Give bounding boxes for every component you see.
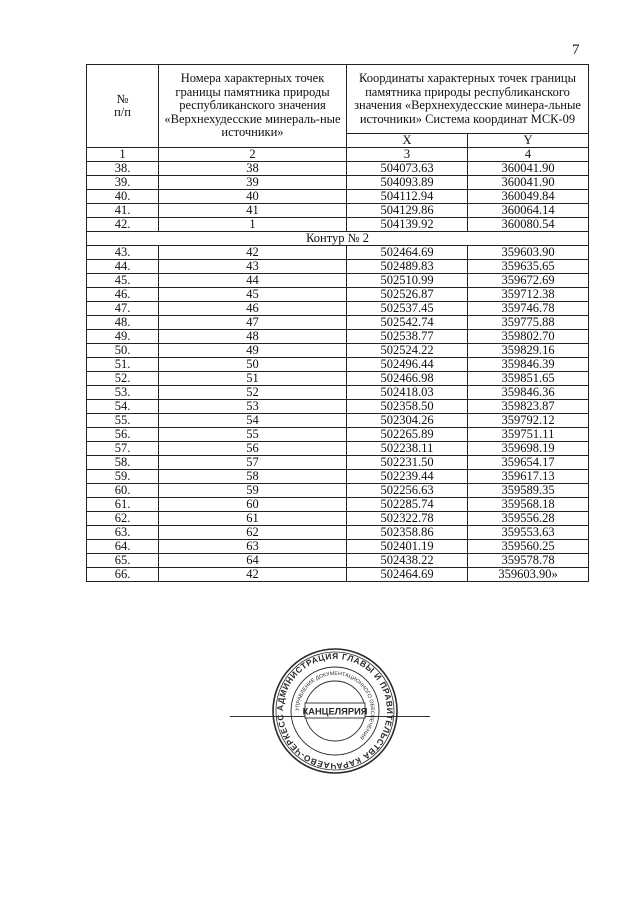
point-number-cell: 48 — [159, 330, 347, 344]
x-coordinate-cell: 502265.89 — [347, 428, 468, 442]
y-coordinate-cell: 359635.65 — [468, 260, 589, 274]
point-number-cell: 40 — [159, 190, 347, 204]
point-number-cell: 50 — [159, 358, 347, 372]
x-coordinate-cell: 502542.74 — [347, 316, 468, 330]
y-coordinate-cell: 359654.17 — [468, 456, 589, 470]
table-row — [87, 190, 589, 204]
row-number-cell: 44. — [87, 260, 159, 274]
y-coordinate-cell: 360080.54 — [468, 218, 589, 232]
y-coordinate-cell: 359712.38 — [468, 288, 589, 302]
row-number-cell: 43. — [87, 246, 159, 260]
table-row — [87, 400, 589, 414]
x-coordinate-cell: 502304.26 — [347, 414, 468, 428]
y-coordinate-cell: 360041.90 — [468, 162, 589, 176]
point-number-cell: 58 — [159, 470, 347, 484]
x-coordinate-cell: 502418.03 — [347, 386, 468, 400]
table-row — [87, 498, 589, 512]
row-number-cell: 40. — [87, 190, 159, 204]
table-row — [87, 162, 589, 176]
x-coordinate-cell: 504093.89 — [347, 176, 468, 190]
table-row — [87, 442, 589, 456]
y-coordinate-cell: 359698.19 — [468, 442, 589, 456]
column-number: 3 — [347, 148, 468, 162]
row-number-cell: 46. — [87, 288, 159, 302]
x-coordinate-cell: 502496.44 — [347, 358, 468, 372]
y-coordinate-cell: 359560.25 — [468, 540, 589, 554]
row-number-cell: 56. — [87, 428, 159, 442]
row-number-cell: 66. — [87, 568, 159, 582]
table-row — [87, 484, 589, 498]
x-coordinate-cell: 502322.78 — [347, 512, 468, 526]
y-coordinate-cell: 360064.14 — [468, 204, 589, 218]
stamp-inner-text: УПРАВЛЕНИЕ ДОКУМЕНТАЦИОННОГО ОБЕСПЕЧЕНИЯ — [294, 670, 376, 741]
table-row — [87, 428, 589, 442]
y-coordinate-cell: 359751.11 — [468, 428, 589, 442]
table-body-contour-2 — [87, 246, 589, 582]
table-body-contour-1 — [87, 162, 589, 232]
header-point-number: Номера характерных точек границы памятника природы республиканского значения «Верхнехудесские минераль-ные источники» — [159, 65, 347, 148]
table-row — [87, 330, 589, 344]
y-coordinate-cell: 359802.70 — [468, 330, 589, 344]
column-number: 2 — [159, 148, 347, 162]
table-row — [87, 316, 589, 330]
y-coordinate-cell: 359603.90 — [468, 246, 589, 260]
x-coordinate-cell: 502489.83 — [347, 260, 468, 274]
x-coordinate-cell: 502238.11 — [347, 442, 468, 456]
row-number-cell: 63. — [87, 526, 159, 540]
row-number-cell: 42. — [87, 218, 159, 232]
stamp-center-text: КАНЦЕЛЯРИЯ — [302, 706, 368, 717]
row-number-cell: 49. — [87, 330, 159, 344]
table-row — [87, 456, 589, 470]
x-coordinate-cell: 504129.86 — [347, 204, 468, 218]
row-number-cell: 53. — [87, 386, 159, 400]
table-row — [87, 274, 589, 288]
y-coordinate-cell: 359846.36 — [468, 386, 589, 400]
section-divider — [87, 232, 589, 246]
y-coordinate-cell: 359603.90» — [468, 568, 589, 582]
column-number-row — [87, 148, 589, 162]
point-number-cell: 63 — [159, 540, 347, 554]
row-number-cell: 64. — [87, 540, 159, 554]
row-number-cell: 38. — [87, 162, 159, 176]
stamp-seal — [270, 646, 400, 776]
point-number-cell: 57 — [159, 456, 347, 470]
table-row — [87, 512, 589, 526]
x-coordinate-cell: 502401.19 — [347, 540, 468, 554]
table-row — [87, 204, 589, 218]
row-number-cell: 61. — [87, 498, 159, 512]
table-row — [87, 470, 589, 484]
y-coordinate-cell: 359829.16 — [468, 344, 589, 358]
x-coordinate-cell: 502358.50 — [347, 400, 468, 414]
table-row — [87, 218, 589, 232]
row-number-cell: 52. — [87, 372, 159, 386]
point-number-cell: 55 — [159, 428, 347, 442]
table-row — [87, 372, 589, 386]
y-coordinate-cell: 359578.78 — [468, 554, 589, 568]
point-number-cell: 42 — [159, 246, 347, 260]
x-coordinate-cell: 504139.92 — [347, 218, 468, 232]
section-label: Контур № 2 — [87, 232, 589, 246]
point-number-cell: 49 — [159, 344, 347, 358]
point-number-cell: 42 — [159, 568, 347, 582]
table-row — [87, 526, 589, 540]
point-number-cell: 59 — [159, 484, 347, 498]
point-number-cell: 38 — [159, 162, 347, 176]
table-row — [87, 344, 589, 358]
point-number-cell: 45 — [159, 288, 347, 302]
row-number-cell: 58. — [87, 456, 159, 470]
y-coordinate-cell: 359792.12 — [468, 414, 589, 428]
table-row — [87, 302, 589, 316]
row-number-cell: 39. — [87, 176, 159, 190]
page-number: 7 — [572, 42, 580, 58]
point-number-cell: 53 — [159, 400, 347, 414]
header-x: X — [347, 134, 468, 148]
x-coordinate-cell: 502231.50 — [347, 456, 468, 470]
point-number-cell: 41 — [159, 204, 347, 218]
x-coordinate-cell: 504073.63 — [347, 162, 468, 176]
point-number-cell: 51 — [159, 372, 347, 386]
row-number-cell: 47. — [87, 302, 159, 316]
row-number-cell: 60. — [87, 484, 159, 498]
point-number-cell: 62 — [159, 526, 347, 540]
section-row — [87, 232, 589, 246]
x-coordinate-cell: 502526.87 — [347, 288, 468, 302]
y-coordinate-cell: 359553.63 — [468, 526, 589, 540]
table-row — [87, 176, 589, 190]
table-row — [87, 568, 589, 582]
table-row — [87, 246, 589, 260]
point-number-cell: 47 — [159, 316, 347, 330]
column-number: 1 — [87, 148, 159, 162]
x-coordinate-cell: 504112.94 — [347, 190, 468, 204]
point-number-cell: 1 — [159, 218, 347, 232]
point-number-cell: 54 — [159, 414, 347, 428]
y-coordinate-cell: 359746.78 — [468, 302, 589, 316]
point-number-cell: 64 — [159, 554, 347, 568]
y-coordinate-cell: 359568.18 — [468, 498, 589, 512]
point-number-cell: 44 — [159, 274, 347, 288]
row-number-cell: 65. — [87, 554, 159, 568]
y-coordinate-cell: 359556.28 — [468, 512, 589, 526]
row-number-cell: 59. — [87, 470, 159, 484]
header-coordinates: Координаты характерных точек границы памятника природы республиканского значения «Верхнехудесские минера-льные источники» Система координат МСК-09 — [347, 65, 589, 134]
x-coordinate-cell: 502464.69 — [347, 246, 468, 260]
table-row — [87, 554, 589, 568]
row-number-cell: 62. — [87, 512, 159, 526]
row-number-cell: 41. — [87, 204, 159, 218]
table-row — [87, 260, 589, 274]
official-stamp — [270, 646, 400, 776]
y-coordinate-cell: 359846.39 — [468, 358, 589, 372]
x-coordinate-cell: 502239.44 — [347, 470, 468, 484]
y-coordinate-cell: 359775.88 — [468, 316, 589, 330]
x-coordinate-cell: 502466.98 — [347, 372, 468, 386]
y-coordinate-cell: 359823.87 — [468, 400, 589, 414]
table-row — [87, 288, 589, 302]
row-number-cell: 48. — [87, 316, 159, 330]
table-row — [87, 386, 589, 400]
x-coordinate-cell: 502285.74 — [347, 498, 468, 512]
point-number-cell: 61 — [159, 512, 347, 526]
point-number-cell: 56 — [159, 442, 347, 456]
table-row — [87, 414, 589, 428]
row-number-cell: 57. — [87, 442, 159, 456]
table-row — [87, 540, 589, 554]
point-number-cell: 39 — [159, 176, 347, 190]
point-number-cell: 46 — [159, 302, 347, 316]
row-number-cell: 50. — [87, 344, 159, 358]
x-coordinate-cell: 502256.63 — [347, 484, 468, 498]
x-coordinate-cell: 502510.99 — [347, 274, 468, 288]
x-coordinate-cell: 502358.86 — [347, 526, 468, 540]
y-coordinate-cell: 359617.13 — [468, 470, 589, 484]
x-coordinate-cell: 502464.69 — [347, 568, 468, 582]
row-number-cell: 54. — [87, 400, 159, 414]
column-number: 4 — [468, 148, 589, 162]
row-number-cell: 45. — [87, 274, 159, 288]
x-coordinate-cell: 502438.22 — [347, 554, 468, 568]
coordinates-table — [86, 64, 589, 582]
point-number-cell: 60 — [159, 498, 347, 512]
header-row-number: № п/п — [87, 65, 159, 148]
table-row — [87, 358, 589, 372]
y-coordinate-cell: 360041.90 — [468, 176, 589, 190]
header-y: Y — [468, 134, 589, 148]
y-coordinate-cell: 360049.84 — [468, 190, 589, 204]
row-number-cell: 51. — [87, 358, 159, 372]
x-coordinate-cell: 502537.45 — [347, 302, 468, 316]
row-number-cell: 55. — [87, 414, 159, 428]
x-coordinate-cell: 502524.22 — [347, 344, 468, 358]
point-number-cell: 43 — [159, 260, 347, 274]
y-coordinate-cell: 359851.65 — [468, 372, 589, 386]
stamp-outer-text: АДМИНИСТРАЦИЯ ГЛАВЫ И ПРАВИТЕЛЬСТВА КАРАЧАЕВО-ЧЕРКЕСС — [274, 650, 396, 772]
point-number-cell: 52 — [159, 386, 347, 400]
x-coordinate-cell: 502538.77 — [347, 330, 468, 344]
y-coordinate-cell: 359589.35 — [468, 484, 589, 498]
y-coordinate-cell: 359672.69 — [468, 274, 589, 288]
